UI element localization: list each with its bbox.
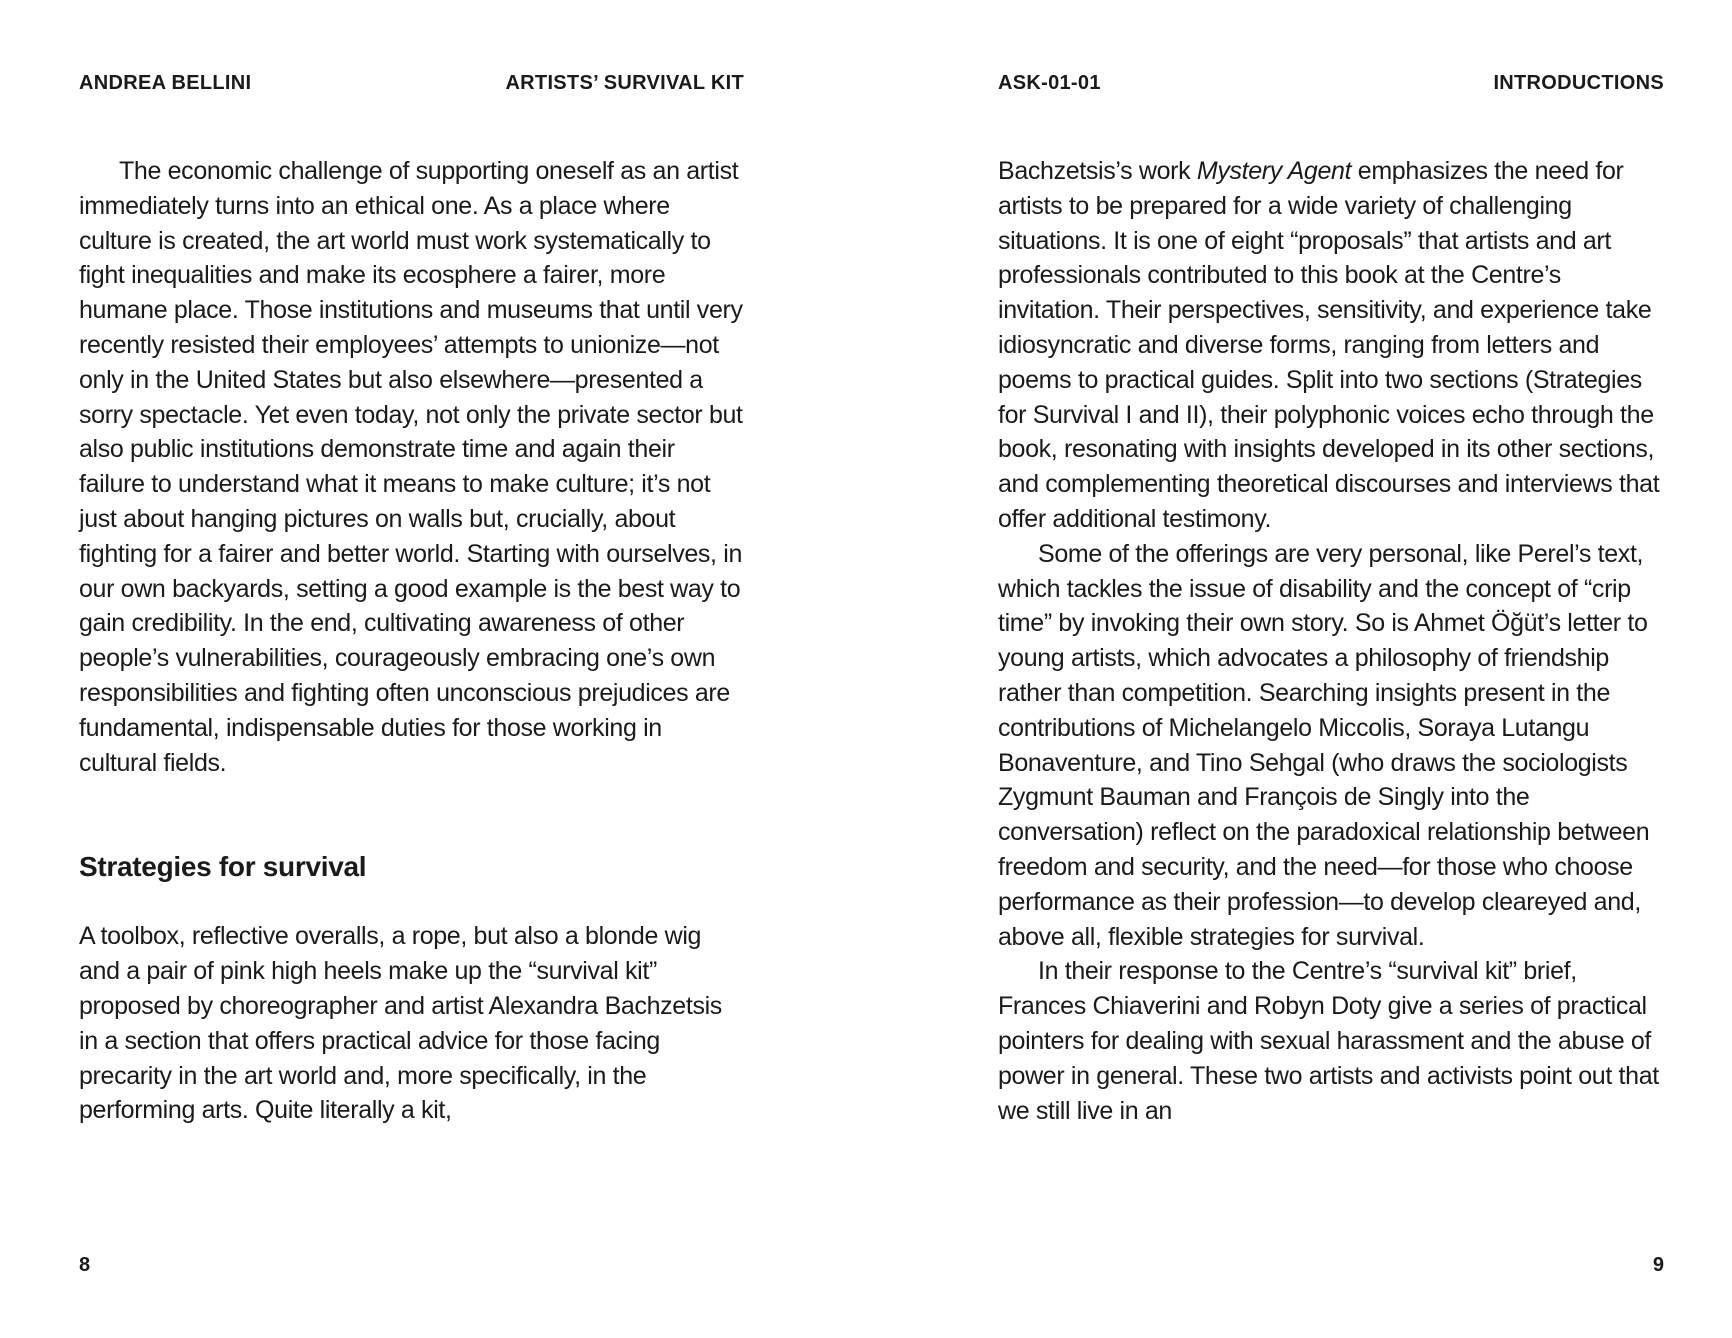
right-paragraph-1-rest: emphasizes the need for artists to be prepared for a wide variety of challenging situations. It is one of eight “proposals” that artists and art professionals contributed to this book at the Centre’s invitation. Their perspectives, sensitivity, and experience take idiosyncratic and diverse forms, ranging from letters and poems to practical guides. Split into two sections (Strategies for Survival I and II), their polyphonic voices echo through the book, resonating with insights developed in its other sections, and complementing theoretical discourses and interviews that offer additional testimony. [998,157,1660,533]
header-section: INTRODUCTIONS [1493,72,1664,94]
right-body-text [998,154,1664,1128]
left-paragraph-2: A toolbox, reflective overalls, a rope, but also a blonde wig and a pair of pink high heels make up the “survival kit” proposed by choreographer and artist Alexandra Bachzetsis in a section that offers practical advice for those facing precarity in the art world and, more specifically, in the performing arts. Quite literally a kit, [79,922,722,1125]
right-paragraph-2: Some of the offerings are very personal, like Perel’s text, which tackles the issue of disability and the concept of “crip time” by invoking their own story. So is Ahmet Öğüt’s letter to young artists, which advocates a philosophy of friendship rather than competition. Searching insights present in the contributions of Michelangelo Miccolis, Soraya Lutangu Bonaventure, and Tino Sehgal (who draws the sociologists Zygmunt Bauman and François de Singly into the conversation) reflect on the paradoxical relationship between freedom and security, and the need—for those who choose performance as their profession—to develop cleareyed and, above all, flexible strategies for survival. [998,539,1650,951]
right-paragraph-1-start: Bachzetsis’s work [998,157,1197,185]
right-paragraph-3: In their response to the Centre’s “survival kit” brief, Frances Chiaverini and Robyn Doty give a series of practical pointers for dealing with sexual harassment and the abuse of power in general. These two artists and activists point out that we still live in an [998,957,1659,1125]
header-book-title: ARTISTS’ SURVIVAL KIT [505,72,744,94]
left-paragraph-1: The economic challenge of supporting oneself as an artist immediately turns into an ethical one. As a place where culture is created, the art world must work systematically to fight inequalities and make its ecosphere a fairer, more humane place. Those institutions and museums that until very recently resisted their employees’ attempts to unionize—not only in the United States but also elsewhere—presented a sorry spectacle. Yet even today, not only the private sector but also public institutions demonstrate time and again their failure to understand what it means to make culture; it’s not just about hanging pictures on walls but, crucially, about fighting for a fairer and better world. Starting with ourselves, in our own backyards, setting a good example is the best way to gain credibility. In the end, cultivating awareness of other people’s vulnerabilities, courageously embracing one’s own responsibilities and fighting often unconscious prejudices are fundamental, indispensable duties for those working in cultural fields. [79,157,743,777]
header-author: ANDREA BELLINI [79,72,252,94]
right-paragraph-1 [998,154,1664,537]
work-title: Mystery Agent [1196,157,1352,185]
left-page [79,0,744,1338]
header-code: ASK-01-01 [998,72,1101,94]
page-number-right: 9 [1652,1254,1664,1276]
page-number-left: 8 [79,1254,91,1276]
section-heading: Strategies for survival [79,851,367,883]
right-page [998,0,1664,1338]
left-body-text [79,154,744,1128]
